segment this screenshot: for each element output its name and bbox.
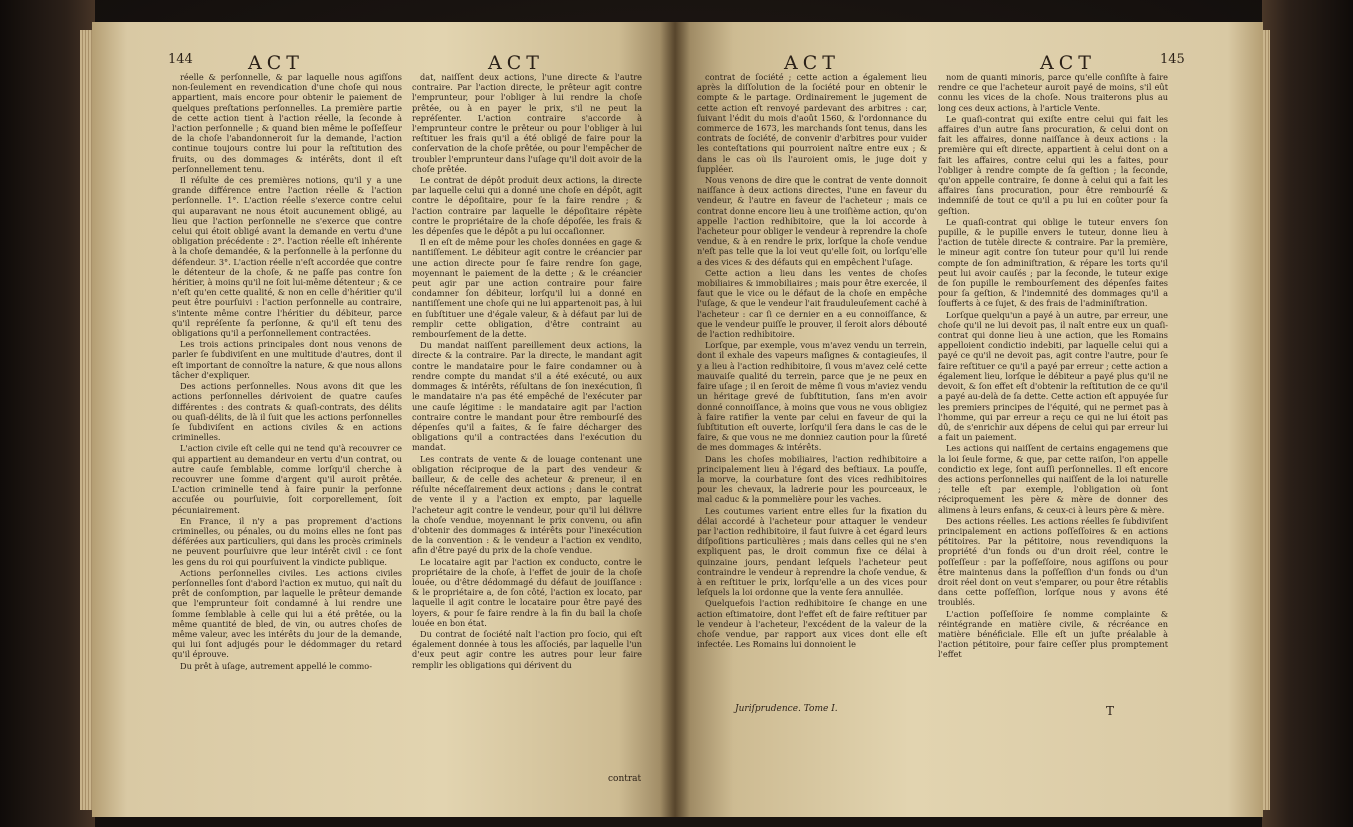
paragraph: Il en eſt de même pour les choſes données en gage & nantiſſement. Le débiteur agit contre le créancier par une action directe pour ſe faire rendre ſon gage, moyennant le paiement de la dette ; & le créancier peut agir par une action contraire pour faire condamner ſon débiteur, lorſqu'il lui a donné en nantiſſement une choſe qui ne lui appartenoit pas, à lui en ſubſtituer une d'égale valeur, & à défaut par lui de remplir cette obligation, d'être contraint au rembourſement de la dette. [412,237,642,340]
paragraph: contrat de ſociété ; cette action a également lieu après la diſſolution de la ſociété pour en obtenir le compte & le partage. Ordinairement le jugement de cette action eſt renvoyé pardevant des arbitres : car, ſuivant l'édit du mois d'août 1560, & l'ordonnance du commerce de 1673, les marchands ſont tenus, dans les contrats de ſociété, de convenir d'arbitres pour vuider les conteſtations qui pourroient naître entre eux ; & dans le cas où ils l'auroient omis, le juge doit y ſuppléer. [697,72,927,174]
paragraph: Du prêt à uſage, autrement appellé le commo- [180,660,372,671]
catchword: contrat [608,774,642,784]
paragraph: Lorſque quelqu'un a payé à un autre, par erreur, une choſe qu'il ne lui devoit pas, il naît entre eux un quaſi-contrat qui donne lieu à une action, que les Romains appelloient condictio indebiti, par laquelle celui qui a payé ce qu'il ne devoit pas, agit contre l'autre, pour ſe faire reſtituer ce qu'il a payé par erreur ; cette action a également lieu, lorſque le débiteur a payé plus qu'il ne devoit, & ſon effet eſt d'obtenir la reſtitution de ce qu'il a payé au-delà de ſa dette. Cette action eſt appuyée ſur les premiers principes de l'équité, qui ne permet pas à l'homme, qui par erreur a reçu ce qui ne lui étoit pas dû, de s'enrichir aux dépens de celui qui par erreur lui a fait un paiement. [938,309,1168,443]
left-header-col1: ACT [248,52,304,74]
left-header-col2: ACT [488,52,544,74]
paragraph: Les contrats de vente & de louage contenant une obligation réciproque de la part des vendeur & bailleur, & de celle des acheteur & preneur, il en réſulte néceſſairement deux actions ; dans le contrat de vente il y a l'action ex empto, par laquelle l'acheteur agit contre le vendeur, pour qu'il lui délivre la choſe vendue, moyennant le prix convenu, ou afin d'obtenir des dommages & intérêts pour l'inexécution de la convention : & le vendeur a l'action ex vendito, afin d'être payé du prix de la choſe vendue. [412,453,642,556]
volume-footer: Juriſprudence. Tome I. [735,704,838,714]
right-page-number: 145 [1160,52,1185,67]
book-gutter [660,22,690,817]
paragraph: Quelquefois l'action redhibitoire ſe change en une action eſtimatoire, dont l'effet eſt de faire reſtituer par le vendeur à l'acheteur, l'excédent de la valeur de la choſe vendue, par rapport aux vices dont elle eſt infectée. Les Romains lui donnoient le [697,598,927,650]
right-page-column-2 [938,72,1168,752]
paragraph: dat, naiſſent deux actions, l'une directe & l'autre contraire. Par l'action directe, le prêteur agit contre l'emprunteur, pour l'obliger à lui rendre la choſe prêtée, ou à en payer le prix, s'il ne peut la repréſenter. L'action contraire s'accorde à l'emprunteur contre le prêteur ou pour l'obliger à lui reſtituer les frais qu'il a été obligé de faire pour la conſervation de la choſe prêtée, ou pour l'empêcher de troubler l'emprunteur dans l'uſage qu'il doit avoir de la choſe prêtée. [412,72,642,174]
paragraph: Du mandat naiſſent pareillement deux actions, la directe & la contraire. Par la directe, le mandant agit contre le mandataire pour le faire condamner ou à rendre compte du mandat s'il a été exécuté, ou aux dommages & intérêts, réſultans de ſon inexécution, ſi le mandataire n'a pas été empêché de l'exécuter par une cauſe légitime : le mandataire agit par l'action contraire contre le mandant pour être rembourſé des dépenſes qu'il a faites, & ſe faire décharger des obligations qu'il a contractées dans l'exécution du mandat. [412,340,642,453]
paragraph: Le quaſi-contrat qui oblige le tuteur envers ſon pupille, & le pupille envers le tuteur, donne lieu à l'action de tutèle directe & contraire. Par la première, le mineur agit contre ſon tuteur pour qu'il lui rende compte de ſon adminiſtration, & répare les torts qu'il peut lui avoir cauſés ; par la ſeconde, le tuteur exige de ſon pupille le rembourſement des dépenſes faites pour ſa geſtion, & l'indemnité des dommages qu'il a ſoufferts à ce ſujet, & des frais de l'adminiſtration. [938,216,1168,309]
paragraph: Actions perſonnelles civiles. Les actions civiles perſonnelles ſont d'abord l'action ex mutuo, qui naît du prêt de conſomption, par laquelle le prêteur demande que l'emprunteur ſoit condamné à lui rendre une ſomme ſemblable à celle qui lui a été prêtée, ou la même quantité de bled, de vin, ou autres choſes de même valeur, avec les intérêts du jour de la demande, qui lui ſont adjugés pour le dédommager du retard qu'il éprouve. [172,567,402,660]
right-page-column-1 [697,72,927,704]
paragraph: nom de quanti minoris, parce qu'elle conſiſte à faire rendre ce que l'acheteur auroit payé de moins, s'il eût connu les vices de la choſe. Nous traiterons plus au long ces deux actions, à l'article Vente. [938,72,1168,113]
left-page-number: 144 [168,52,193,67]
left-page-column-2 [412,72,642,772]
paragraph: Dans les choſes mobiliaires, l'action redhibitoire a principalement lieu à l'égard des beſtiaux. La pouſſe, la morve, la courbature ſont des vices redhibitoires pour les chevaux, la ladrerie pour les pourceaux, le mal caduc & la pommelière pour les vaches. [697,453,927,505]
paragraph: Lorſque, par exemple, vous m'avez vendu un terrein, dont il exhale des vapeurs maſignes & contagieuſes, il y a lieu à l'action redhibitoire, ſi vous m'avez celé cette mauvaiſe qualité du terrein, parce que je ne peux en faire uſage ; il en ſeroit de même ſi vous m'aviez vendu un héritage grevé de ſubſtitution, ſans m'en avoir donné connoiſſance, à moins que vous ne vous obligiez à faire ratifier la vente par celui en faveur de qui la ſubſtitution eſt ouverte, lorſqu'il ſera dans le cas de le faire, & que vous ne me donniez caution pour la ſûreté de mes dommages & intérêts. [697,340,927,453]
paragraph: Nous venons de dire que le contrat de vente donnoit naiſſance à deux actions directes, l'une en faveur du vendeur, & l'autre en faveur de l'acheteur ; mais ce contrat donne encore lieu à une troiſième action, qu'on appelle l'action redhibitoire, que la loi accorde à l'acheteur pour obliger le vendeur à reprendre la choſe vendue, & à en rendre le prix, lorſque la choſe vendue n'eſt pas telle que la loi veut qu'elle ſoit, ou lorſqu'elle a des vices & des défauts qui en empêchent l'uſage. [697,175,927,267]
paragraph: Le contrat de dépôt produit deux actions, la directe par laquelle celui qui a donné une choſe en dépôt, agit contre le dépoſitaire, pour ſe la faire rendre ; & l'action contraire par laquelle le dépoſitaire répète contre le propriétaire de la choſe dépoſée, les frais & les dépenſes que le dépôt a pu lui occaſionner. [412,175,642,237]
paragraph: Les trois actions principales dont nous venons de parler ſe ſubdiviſent en une multitude d'autres, dont il eſt important de connoître la nature, & que nous allons tâcher d'expliquer. [172,339,402,380]
paragraph: réelle & perſonnelle, & par laquelle nous agiſſons non-ſeulement en revendication d'une choſe qui nous appartient, mais encore pour obtenir le paiement de quelques preſtations perſonnelles. La première partie de cette action tient à l'action réelle, la ſeconde à l'action perſonnelle ; & quand bien même le poſſeſſeur de la choſe l'abandonneroit ſur la demande, l'action continue toujours contre lui pour la reſtitution des fruits, ou des dommages & intérêts, dont il eſt perſonnellement tenu. [172,72,402,174]
signature-mark: T [1106,704,1115,718]
right-header-col1: ACT [784,52,840,74]
paragraph: Le quaſi-contrat qui exiſte entre celui qui fait les affaires d'un autre ſans procuration, & celui dont on fait les affaires, donne naiſſance à deux actions : la première qui eſt directe, appartient à celui dont on a fait les affaires, contre celui qui les a faites, pour l'obliger à rendre compte de ſa geſtion ; la ſeconde, qu'on appelle contraire, ſe donne à celui qui a fait les affaires ſans procuration, pour être rembourſé & indemniſé de tout ce qu'il a pu lui en coûter pour ſa geſtion. [938,113,1168,216]
paragraph: En France, il n'y a pas proprement d'actions criminelles, ou pénales, ou du moins elles ne ſont pas déférées aux particuliers, qui dans les procès criminels ne peuvent pourſuivre que leur intérêt civil : ce ſont les gens du roi qui pourſuivent la vindicte publique. [172,515,402,567]
left-page-column-1 [172,72,402,772]
right-binding [1262,0,1353,827]
paragraph: Des actions perſonnelles. Nous avons dit que les actions perſonnelles dérivoient de quatre cauſes différentes : des contrats & quaſi-contrats, des délits ou quaſi-délits, de là il ſuit que les actions perſonnelles ſe ſubdiviſent en actions civiles & en actions criminelles. [172,381,402,443]
paragraph: Des actions réelles. Les actions réelles ſe ſubdiviſent principalement en actions poſſeſſoires & en actions pétitoires. Par la pétitoire, nous revendiquons la propriété d'un fonds ou d'un droit réel, contre le poſſeſſeur : par la poſſeſſoire, nous agiſſons ou pour être maintenus dans la poſſeſſion d'un fonds ou d'un droit réel dont on veut s'emparer, ou pour être rétablis dans cette poſſeſſion, lorſque nous y avons été troublés. [938,515,1168,608]
paragraph: Le locataire agit par l'action ex conducto, contre le propriétaire de la choſe, à l'effet de jouir de la choſe louée, ou d'être dédommagé du défaut de jouiſſance : & le propriétaire a, de ſon côté, l'action ex locato, par laquelle il agit contre le locataire pour être payé des loyers, & pour ſe faire rendre à la fin du bail la choſe louée en bon état. [412,556,642,628]
paragraph: Il réſulte de ces premières notions, qu'il y a une grande différence entre l'action réelle & l'action perſonnelle. 1°. L'action réelle s'exerce contre celui qui auparavant ne nous étoit aucunement obligé, au lieu que l'action perſonnelle ne s'exerce que contre celui qui étoit obligé avant la demande en vertu d'une obligation précédente : 2°. l'action réelle eſt inhérente à la choſe demandée, & la perſonnelle à la perſonne du défendeur. 3°. L'action réelle n'eſt accordée que contre le détenteur de la choſe, & ne paſſe pas contre ſon héritier, à moins qu'il ne ſoit lui-même détenteur ; & ce n'eſt qu'en cette qualité, & non en celle d'héritier qu'il peut être pourſuivi : l'action perſonnelle au contraire, s'intente même contre l'héritier du débiteur, parce qu'il repréſente ſa perſonne, & qu'il eſt tenu des obligations qu'il a perſonnellement contractées. [172,175,402,339]
paragraph: L'action poſſeſſoire ſe nomme complainte & réintégrande en matière civile, & récréance en matière bénéficiale. Elle eſt un juſte préalable à l'action pétitoire, pour faire ceſſer plus promptement l'effet [938,608,1168,660]
paragraph: Du contrat de ſociété naît l'action pro ſocio, qui eſt également donnée à tous les aſſociés, par laquelle l'un d'eux peut agir contre les autres pour leur faire remplir les obligations qui dérivent du [412,628,642,670]
paragraph: L'action civile eſt celle qui ne tend qu'à recouvrer ce qui appartient au demandeur en vertu d'un contrat, ou autre cauſe ſemblable, comme lorſqu'il cherche à recouvrer une ſomme d'argent qu'il auroit prêtée. L'action criminelle tend à faire punir la perſonne accuſée ou pourſuivie, ſoit corporellement, ſoit pécuniairement. [172,443,402,515]
paragraph: Les coutumes varient entre elles ſur la fixation du délai accordé à l'acheteur pour attaquer le vendeur par l'action redhibitoire, il faut ſuivre à cet égard leurs diſpoſitions particulières ; mais dans celles qui ne s'en expliquent pas, le droit commun fixe ce délai à quinzaine jours, pendant leſquels l'acheteur peut contraindre le vendeur à reprendre la choſe vendue, & à en reſtituer le prix, lorſqu'elle a un des vices pour leſquels la loi ordonne que la vente ſera annullée. [697,505,927,598]
paragraph: Cette action a lieu dans les ventes de choſes mobiliaires & immobiliaires ; mais pour être exercée, il faut que le vice ou le défaut de la choſe en empêche l'uſage, & que le vendeur l'ait frauduleuſement caché à l'acheteur : car ſi ce dernier en a eu connoiſſance, & que le vendeur puiſſe le prouver, il ſeroit alors débouté de l'action redhibitoire. [697,267,927,340]
right-header-col2: ACT [1040,52,1096,74]
paragraph: Les actions qui naiſſent de certains engagemens que la loi ſeule forme, & que, par cette raiſon, l'on appelle condictio ex lege, ſont auſſi perſonnelles. Il eſt encore des actions perſonnelles qui naiſſent de la loi naturelle ; telle eſt par exemple, l'obligation où ſont réciproquement les père & mère de donner des alimens à leurs enfans, & ceux-ci à leurs père & mère. [938,443,1168,515]
